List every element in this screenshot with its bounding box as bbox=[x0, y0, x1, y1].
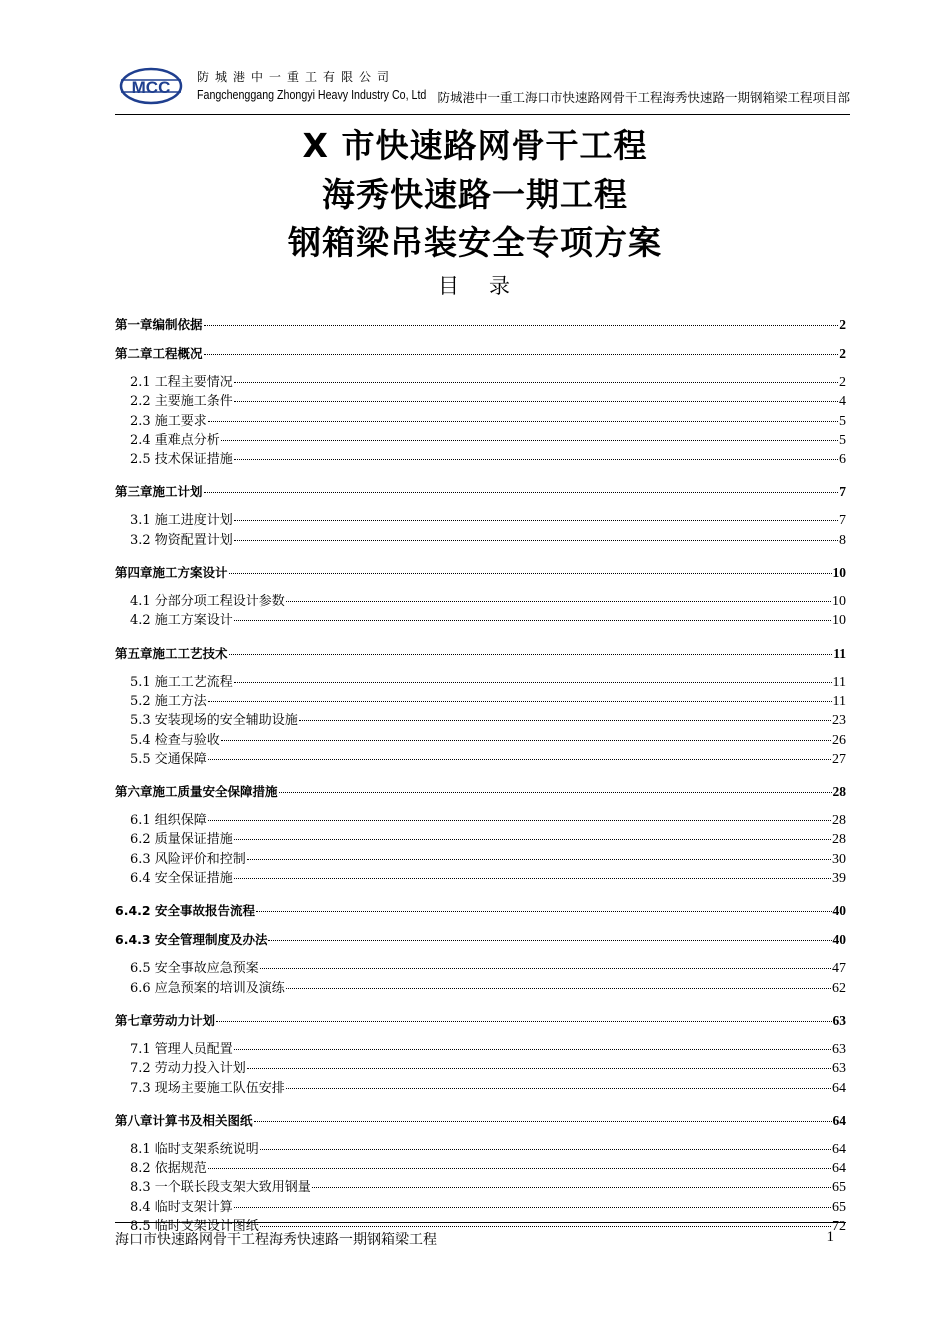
toc-chapter-entry[interactable] bbox=[115, 644, 846, 664]
toc-chapter-entry[interactable] bbox=[115, 930, 846, 950]
company-name-cn: 防城港中一重工有限公司 bbox=[197, 70, 396, 84]
toc-section-entry-title: 8.4 临时支架计算 bbox=[130, 1199, 233, 1215]
toc-section-entry[interactable] bbox=[115, 450, 846, 469]
dot-leader bbox=[234, 878, 831, 879]
toc-section-entry[interactable] bbox=[115, 1159, 846, 1178]
dot-leader bbox=[204, 492, 839, 493]
dot-leader bbox=[234, 520, 838, 521]
toc-section-entry-title: 8.5 临时支架设计图纸 bbox=[130, 1219, 259, 1235]
table-of-contents bbox=[115, 311, 846, 1245]
toc-section-entry-page: 39 bbox=[832, 871, 846, 887]
toc-section-entry[interactable] bbox=[115, 592, 846, 611]
toc-section-entry-title: 5.2 施工方法 bbox=[130, 693, 207, 709]
toc-section-entry-title: 2.1 工程主要情况 bbox=[130, 375, 233, 390]
toc-section-entry-title: 6.6 应急预案的培训及演练 bbox=[130, 980, 285, 996]
dot-leader bbox=[229, 654, 833, 655]
toc-section-entry-page: 27 bbox=[832, 751, 846, 767]
toc-section-entry-page: 4 bbox=[839, 394, 846, 410]
toc-section-entry[interactable] bbox=[115, 1178, 846, 1197]
dot-leader bbox=[268, 940, 831, 941]
toc-section-entry-title: 2.4 重难点分析 bbox=[130, 432, 220, 448]
toc-chapter-entry-title: 第五章施工工艺技术 bbox=[115, 645, 228, 661]
toc-section-entry-title: 7.3 现场主要施工队伍安排 bbox=[130, 1080, 285, 1096]
dot-leader bbox=[234, 1207, 831, 1208]
toc-section-entry[interactable] bbox=[115, 1059, 846, 1078]
toc-chapter-entry-title: 第六章施工质量安全保障措施 bbox=[115, 784, 278, 800]
toc-section-entry-title: 4.1 分部分项工程设计参数 bbox=[130, 594, 285, 610]
toc-chapter-entry[interactable] bbox=[115, 344, 846, 364]
toc-section-entry-page: 23 bbox=[832, 713, 846, 729]
toc-heading-char: 录 bbox=[489, 274, 512, 298]
toc-chapter-entry-page: 10 bbox=[832, 565, 846, 581]
toc-chapter-entry-title: 6.4.3 安全管理制度及办法 bbox=[115, 932, 268, 948]
toc-section-entry-page: 5 bbox=[839, 413, 846, 429]
toc-section-entry[interactable] bbox=[115, 692, 846, 711]
toc-chapter-entry-page: 63 bbox=[832, 1012, 846, 1028]
toc-section-entry[interactable] bbox=[115, 869, 846, 888]
toc-spacer bbox=[115, 631, 846, 640]
toc-chapter-entry-page: 28 bbox=[832, 784, 846, 800]
toc-section-entry-page: 63 bbox=[832, 1041, 846, 1057]
toc-section-entry-title: 8.3 一个联长段支架大致用钢量 bbox=[130, 1180, 311, 1196]
dot-leader bbox=[247, 1068, 831, 1069]
toc-section-entry[interactable] bbox=[115, 392, 846, 411]
toc-chapter-entry-page: 40 bbox=[832, 932, 846, 948]
toc-chapter-entry-title: 第四章施工方案设计 bbox=[115, 565, 228, 581]
toc-chapter-entry-page: 64 bbox=[832, 1112, 846, 1128]
title-line-2: 海秀快速路一期工程 bbox=[322, 175, 628, 214]
toc-section-entry-page: 26 bbox=[832, 732, 846, 748]
toc-section-entry-title: 5.5 交通保障 bbox=[130, 751, 207, 767]
toc-section-entry-title: 8.2 依据规范 bbox=[130, 1161, 207, 1177]
toc-chapter-entry[interactable] bbox=[115, 1111, 846, 1131]
dot-leader bbox=[234, 839, 831, 840]
toc-spacer bbox=[115, 769, 846, 778]
toc-section-entry[interactable] bbox=[115, 531, 846, 550]
toc-section-entry-title: 2.3 施工要求 bbox=[130, 413, 207, 429]
footer-text: 海口市快速路网骨干工程海秀快速路一期钢箱梁工程 bbox=[115, 1232, 437, 1248]
toc-section-entry[interactable] bbox=[115, 412, 846, 431]
dot-leader bbox=[256, 911, 832, 912]
toc-section-entry-title: 4.2 施工方案设计 bbox=[130, 613, 233, 629]
toc-section-entry-title: 5.4 检查与验收 bbox=[130, 732, 220, 748]
dot-leader bbox=[204, 354, 839, 355]
toc-chapter-entry[interactable] bbox=[115, 315, 846, 335]
toc-chapter-entry[interactable] bbox=[115, 563, 846, 583]
dot-leader bbox=[221, 740, 831, 741]
toc-section-entry[interactable] bbox=[115, 850, 846, 869]
dot-leader bbox=[208, 1168, 831, 1169]
dot-leader bbox=[254, 1121, 832, 1122]
toc-section-entry-page: 5 bbox=[839, 432, 846, 448]
dot-leader bbox=[312, 1187, 831, 1188]
toc-section-entry-page: 64 bbox=[832, 1141, 846, 1157]
toc-section-entry-page: 63 bbox=[832, 1061, 846, 1077]
dot-leader bbox=[286, 601, 831, 602]
dot-leader bbox=[260, 1149, 831, 1150]
toc-chapter-entry[interactable] bbox=[115, 1011, 846, 1031]
toc-section-entry[interactable] bbox=[115, 811, 846, 830]
toc-section-entry-title: 6.5 安全事故应急预案 bbox=[130, 961, 259, 977]
toc-section-entry-page: 11 bbox=[832, 674, 846, 690]
dot-leader bbox=[286, 988, 831, 989]
dot-leader bbox=[279, 792, 832, 793]
toc-chapter-entry-page: 11 bbox=[833, 645, 846, 661]
dot-leader bbox=[247, 859, 831, 860]
toc-chapter-entry-title: 第七章劳动力计划 bbox=[115, 1012, 216, 1028]
toc-chapter-entry-page: 2 bbox=[839, 317, 846, 332]
toc-chapter-entry-title: 第三章施工计划 bbox=[115, 484, 203, 500]
toc-section-entry-page: 72 bbox=[832, 1219, 846, 1235]
toc-section-entry-title: 6.4 安全保证措施 bbox=[130, 871, 233, 887]
toc-section-entry-title: 2.5 技术保证措施 bbox=[130, 452, 233, 468]
toc-chapter-entry-page: 7 bbox=[839, 484, 846, 500]
toc-section-entry-page: 30 bbox=[832, 851, 846, 867]
toc-section-entry-page: 62 bbox=[832, 980, 846, 996]
toc-section-entry-title: 8.1 临时支架系统说明 bbox=[130, 1141, 259, 1157]
toc-section-entry-page: 64 bbox=[832, 1161, 846, 1177]
toc-section-entry-page: 6 bbox=[839, 452, 846, 468]
dot-leader bbox=[299, 720, 831, 721]
dot-leader bbox=[208, 820, 831, 821]
title-line-3: 钢箱梁吊装安全专项方案 bbox=[288, 223, 662, 262]
toc-section-entry-page: 7 bbox=[839, 513, 846, 529]
toc-section-entry-title: 5.1 施工工艺流程 bbox=[130, 674, 233, 690]
toc-section-entry-page: 28 bbox=[832, 813, 846, 829]
toc-section-entry-page: 8 bbox=[839, 532, 846, 548]
toc-section-entry-page: 10 bbox=[832, 594, 846, 610]
toc-section-entry-title: 7.2 劳动力投入计划 bbox=[130, 1061, 246, 1077]
toc-chapter-entry-title: 第八章计算书及相关图纸 bbox=[115, 1112, 253, 1128]
toc-chapter-entry[interactable] bbox=[115, 482, 846, 502]
toc-section-entry-page: 65 bbox=[832, 1180, 846, 1196]
toc-section-entry-page: 10 bbox=[832, 613, 846, 629]
toc-section-entry-title: 7.1 管理人员配置 bbox=[130, 1041, 233, 1057]
toc-section-entry-title: 3.1 施工进度计划 bbox=[130, 513, 233, 529]
mcc-logo bbox=[115, 66, 187, 106]
toc-section-entry-page: 64 bbox=[832, 1080, 846, 1096]
dot-leader bbox=[208, 701, 832, 702]
toc-spacer bbox=[115, 888, 846, 897]
toc-spacer bbox=[115, 469, 846, 478]
dot-leader bbox=[234, 401, 838, 402]
dot-leader bbox=[221, 440, 838, 441]
dot-leader bbox=[286, 1088, 831, 1089]
toc-section-entry-page: 11 bbox=[832, 693, 846, 709]
toc-section-entry[interactable] bbox=[115, 431, 846, 450]
toc-section-entry[interactable] bbox=[115, 830, 846, 849]
toc-chapter-entry-page: 40 bbox=[832, 903, 846, 919]
dot-leader bbox=[204, 325, 839, 326]
dot-leader bbox=[260, 968, 831, 969]
dot-leader bbox=[234, 620, 831, 621]
dot-leader bbox=[229, 573, 832, 574]
toc-section-entry-title: 5.3 安装现场的安全辅助设施 bbox=[130, 713, 298, 729]
toc-section-entry[interactable] bbox=[115, 1198, 846, 1217]
toc-spacer bbox=[115, 550, 846, 559]
company-name-en: Fangchenggang Zhongyi Heavy Industry Co, Ltd bbox=[197, 87, 427, 102]
toc-section-entry[interactable] bbox=[115, 750, 846, 769]
toc-section-entry[interactable] bbox=[115, 611, 846, 630]
logo-text: MCC bbox=[131, 78, 171, 97]
toc-section-entry[interactable] bbox=[115, 979, 846, 998]
toc-section-entry[interactable] bbox=[115, 373, 846, 392]
toc-section-entry[interactable] bbox=[115, 1140, 846, 1159]
page-header bbox=[115, 62, 850, 115]
toc-section-entry-page: 65 bbox=[832, 1199, 846, 1215]
toc-section-entry[interactable] bbox=[115, 511, 846, 530]
toc-chapter-entry[interactable] bbox=[115, 782, 846, 802]
page-footer bbox=[115, 1222, 846, 1253]
toc-section-entry[interactable] bbox=[115, 711, 846, 730]
toc-section-entry[interactable] bbox=[115, 673, 846, 692]
toc-section-entry[interactable] bbox=[115, 959, 846, 978]
toc-chapter-entry-title: 第二章工程概况 bbox=[115, 346, 203, 361]
toc-section-entry[interactable] bbox=[115, 731, 846, 750]
title-line-1: X 市快速路网骨干工程 bbox=[302, 126, 648, 165]
toc-section-entry-title: 3.2 物资配置计划 bbox=[130, 532, 233, 548]
toc-section-entry-page: 28 bbox=[832, 832, 846, 848]
toc-chapter-entry-page: 2 bbox=[839, 346, 846, 361]
toc-spacer bbox=[115, 1098, 846, 1107]
dot-leader bbox=[234, 382, 838, 383]
toc-chapter-entry[interactable] bbox=[115, 901, 846, 921]
toc-section-entry-title: 2.2 主要施工条件 bbox=[130, 394, 233, 410]
project-department: 防城港中一重工海口市快速路网骨干工程海秀快速路一期钢箱梁工程项目部 bbox=[437, 90, 850, 105]
toc-section-entry-title: 6.3 风险评价和控制 bbox=[130, 851, 246, 867]
toc-heading-char: 目 bbox=[438, 274, 461, 298]
toc-section-entry[interactable] bbox=[115, 1079, 846, 1098]
toc-section-entry-page: 2 bbox=[839, 375, 846, 390]
dot-leader bbox=[216, 1021, 831, 1022]
toc-heading bbox=[0, 270, 950, 300]
dot-leader bbox=[234, 459, 838, 460]
page-number: 1 bbox=[826, 1229, 834, 1245]
dot-leader bbox=[208, 759, 831, 760]
dot-leader bbox=[208, 421, 838, 422]
toc-chapter-entry-title: 第一章编制依据 bbox=[115, 317, 203, 332]
toc-spacer bbox=[115, 998, 846, 1007]
toc-section-entry-title: 6.2 质量保证措施 bbox=[130, 832, 233, 848]
dot-leader bbox=[234, 540, 838, 541]
dot-leader bbox=[234, 1049, 831, 1050]
toc-chapter-entry-title: 6.4.2 安全事故报告流程 bbox=[115, 903, 255, 919]
toc-section-entry[interactable] bbox=[115, 1040, 846, 1059]
toc-section-entry-page: 47 bbox=[832, 961, 846, 977]
toc-section-entry-title: 6.1 组织保障 bbox=[130, 813, 207, 829]
dot-leader bbox=[234, 682, 832, 683]
